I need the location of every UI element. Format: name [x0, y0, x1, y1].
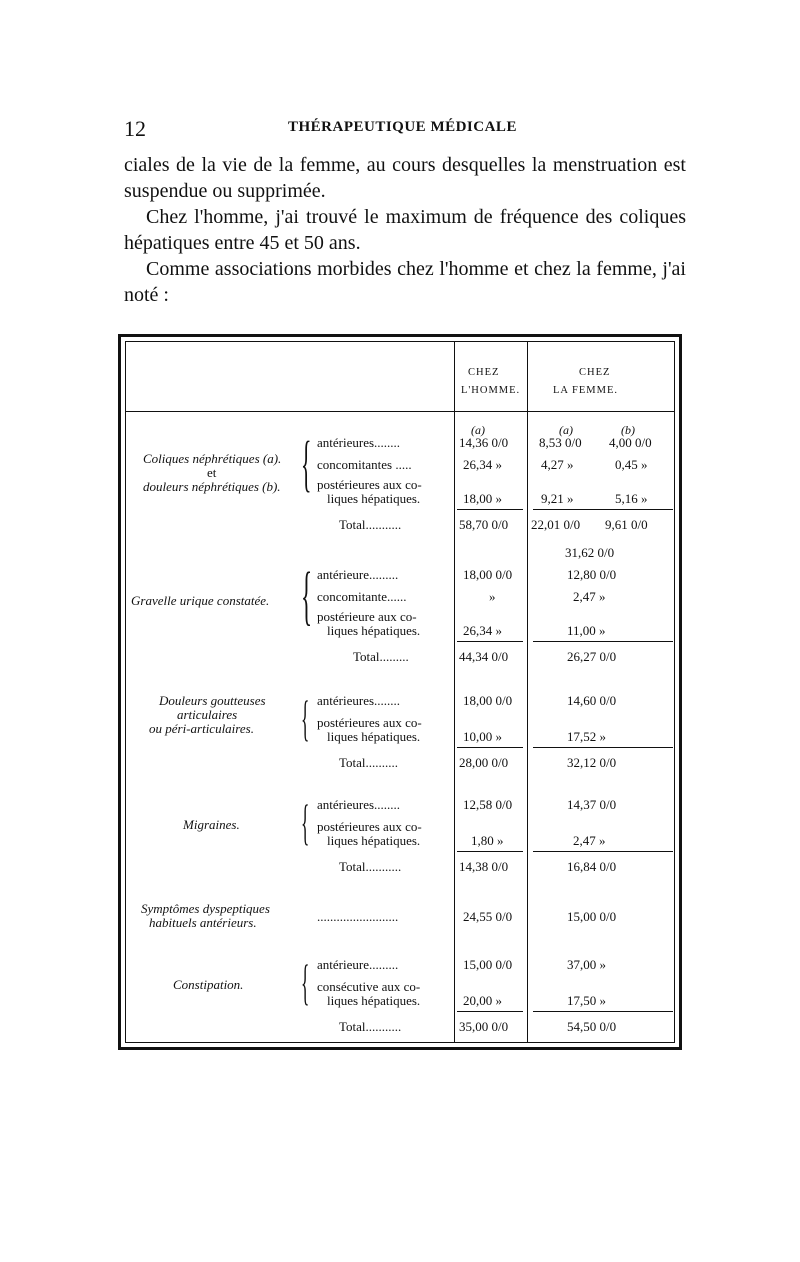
douleurs-total-homme: 28,00 0/0 — [459, 755, 509, 770]
douleurs-label-1: Douleurs goutteuses — [159, 693, 266, 708]
column-rule-homme — [454, 341, 455, 1043]
symptomes-label-1: Symptômes dyspeptiques — [141, 901, 270, 916]
gravelle-row3-femme: 11,00 » — [567, 623, 606, 638]
coliques-row3-homme: 18,00 » — [463, 491, 502, 506]
gravelle-row3-desc-2: liques hépatiques. — [327, 623, 421, 638]
paragraph-3: Comme associations morbides chez l'homme et chez la femme, j'ai noté : — [124, 258, 686, 306]
douleurs-total-femme: 32,12 0/0 — [567, 755, 617, 770]
symptomes-homme: 24,55 0/0 — [463, 909, 513, 924]
coliques-row3-fb: 5,16 » — [615, 491, 648, 506]
sum-rule — [533, 747, 673, 748]
constipation-row1-femme: 37,00 » — [567, 957, 606, 972]
constipation-row1-homme: 15,00 0/0 — [463, 957, 513, 972]
migraines-total-homme: 14,38 0/0 — [459, 859, 509, 874]
constipation-label: Constipation. — [173, 977, 244, 992]
coliques-total-homme: 58,70 0/0 — [459, 517, 509, 532]
constipation-row2-desc-2: liques hépatiques. — [327, 993, 421, 1008]
constipation-row1-desc: antérieure......... — [317, 957, 399, 972]
associations-table — [118, 334, 682, 1050]
gravelle-total-label: Total......... — [353, 649, 409, 664]
coliques-row3-desc-1: postérieures aux co- — [317, 477, 422, 492]
header-femme-2: LA FEMME. — [553, 385, 619, 396]
coliques-row2-fb: 0,45 » — [615, 457, 648, 472]
douleurs-row1-femme: 14,60 0/0 — [567, 693, 617, 708]
sum-rule — [457, 509, 523, 510]
header-homme-1: CHEZ — [468, 367, 500, 378]
constipation-total-homme: 35,00 0/0 — [459, 1019, 509, 1034]
coliques-total-fa: 22,01 0/0 — [531, 517, 581, 532]
coliques-row2-homme: 26,34 » — [463, 457, 502, 472]
header-homme-2: L'HOMME. — [461, 385, 521, 396]
gravelle-total-femme: 26,27 0/0 — [567, 649, 617, 664]
douleurs-row1-desc: antérieures........ — [317, 693, 401, 708]
coliques-total-fb: 9,61 0/0 — [605, 517, 648, 532]
brace-icon: { — [301, 954, 310, 1010]
migraines-row2-desc-1: postérieures aux co- — [317, 819, 422, 834]
coliques-total-label: Total........... — [339, 517, 402, 532]
gravelle-row2-desc: concomitante...... — [317, 589, 407, 604]
coliques-row1-fa: 8,53 0/0 — [539, 435, 582, 450]
gravelle-row1-femme: 12,80 0/0 — [567, 567, 617, 582]
coliques-label-2: et — [207, 465, 217, 480]
header-femme-1: CHEZ — [579, 367, 611, 378]
gravelle-label: Gravelle urique constatée. — [131, 593, 270, 608]
column-rule-femme — [527, 341, 528, 1043]
constipation-total-femme: 54,50 0/0 — [567, 1019, 617, 1034]
symptomes-femme: 15,00 0/0 — [567, 909, 617, 924]
migraines-label: Migraines. — [183, 817, 240, 832]
constipation-total-label: Total........... — [339, 1019, 402, 1034]
body-text — [124, 152, 686, 308]
coliques-label-1: Coliques néphrétiques (a). — [143, 451, 282, 466]
gravelle-row2-femme: 2,47 » — [573, 589, 606, 604]
sum-rule — [457, 1011, 523, 1012]
douleurs-row2-femme: 17,52 » — [567, 729, 606, 744]
douleurs-row2-desc-2: liques hépatiques. — [327, 729, 421, 744]
brace-icon: { — [301, 794, 310, 850]
gravelle-row3-homme: 26,34 » — [463, 623, 502, 638]
migraines-row2-femme: 2,47 » — [573, 833, 606, 848]
coliques-row2-fa: 4,27 » — [541, 457, 574, 472]
page-number: 12 — [124, 116, 146, 141]
gravelle-row2-homme: » — [489, 589, 496, 604]
migraines-row1-homme: 12,58 0/0 — [463, 797, 513, 812]
douleurs-row1-homme: 18,00 0/0 — [463, 693, 513, 708]
brace-icon: { — [301, 690, 310, 746]
coliques-label-3: douleurs néphrétiques (b). — [143, 479, 281, 494]
douleurs-row2-desc-1: postérieures aux co- — [317, 715, 422, 730]
sum-rule — [533, 641, 673, 642]
migraines-total-femme: 16,84 0/0 — [567, 859, 617, 874]
coliques-combined: 31,62 0/0 — [565, 545, 615, 560]
brace-icon: { — [301, 430, 312, 498]
coliques-row3-fa: 9,21 » — [541, 491, 574, 506]
sum-rule — [457, 641, 523, 642]
gravelle-row1-desc: antérieure......... — [317, 567, 399, 582]
migraines-row1-desc: antérieures........ — [317, 797, 401, 812]
symptomes-desc: ......................... — [317, 909, 399, 924]
coliques-row1-desc: antérieures........ — [317, 435, 401, 450]
sum-rule — [457, 747, 523, 748]
paragraph-1: ciales de la vie de la femme, au cours desquelles la menstruation est suspendue ou supprimée. — [124, 154, 686, 202]
paragraph-2: Chez l'homme, j'ai trouvé le maximum de fréquence des coliques hépatiques entre 45 et 50 ans. — [124, 206, 686, 254]
constipation-row2-desc-1: consécutive aux co- — [317, 979, 421, 994]
sum-rule — [533, 509, 673, 510]
sum-rule — [457, 851, 523, 852]
subheader-a-homme: (a) — [471, 423, 485, 437]
constipation-row2-femme: 17,50 » — [567, 993, 606, 1008]
migraines-total-label: Total........... — [339, 859, 402, 874]
subheader-a-femme: (a) — [559, 423, 573, 437]
gravelle-total-homme: 44,34 0/0 — [459, 649, 509, 664]
header-rule — [125, 411, 675, 412]
coliques-row1-homme: 14,36 0/0 — [459, 435, 509, 450]
migraines-row2-desc-2: liques hépatiques. — [327, 833, 421, 848]
migraines-row2-homme: 1,80 » — [471, 833, 504, 848]
douleurs-label-3: ou péri-articulaires. — [149, 721, 254, 736]
brace-icon: { — [301, 559, 313, 632]
sum-rule — [533, 851, 673, 852]
page-header — [124, 116, 684, 140]
sum-rule — [533, 1011, 673, 1012]
coliques-row1-fb: 4,00 0/0 — [609, 435, 652, 450]
subheader-b-femme: (b) — [621, 423, 635, 437]
symptomes-label-2: habituels antérieurs. — [149, 915, 257, 930]
douleurs-label-2: articulaires — [177, 707, 238, 722]
constipation-row2-homme: 20,00 » — [463, 993, 502, 1008]
douleurs-total-label: Total.......... — [339, 755, 399, 770]
coliques-row3-desc-2: liques hépatiques. — [327, 491, 421, 506]
running-title: THÉRAPEUTIQUE MÉDICALE — [288, 119, 517, 135]
coliques-row2-desc: concomitantes ..... — [317, 457, 412, 472]
douleurs-row2-homme: 10,00 » — [463, 729, 502, 744]
gravelle-row3-desc-1: postérieure aux co- — [317, 609, 417, 624]
migraines-row1-femme: 14,37 0/0 — [567, 797, 617, 812]
gravelle-row1-homme: 18,00 0/0 — [463, 567, 513, 582]
